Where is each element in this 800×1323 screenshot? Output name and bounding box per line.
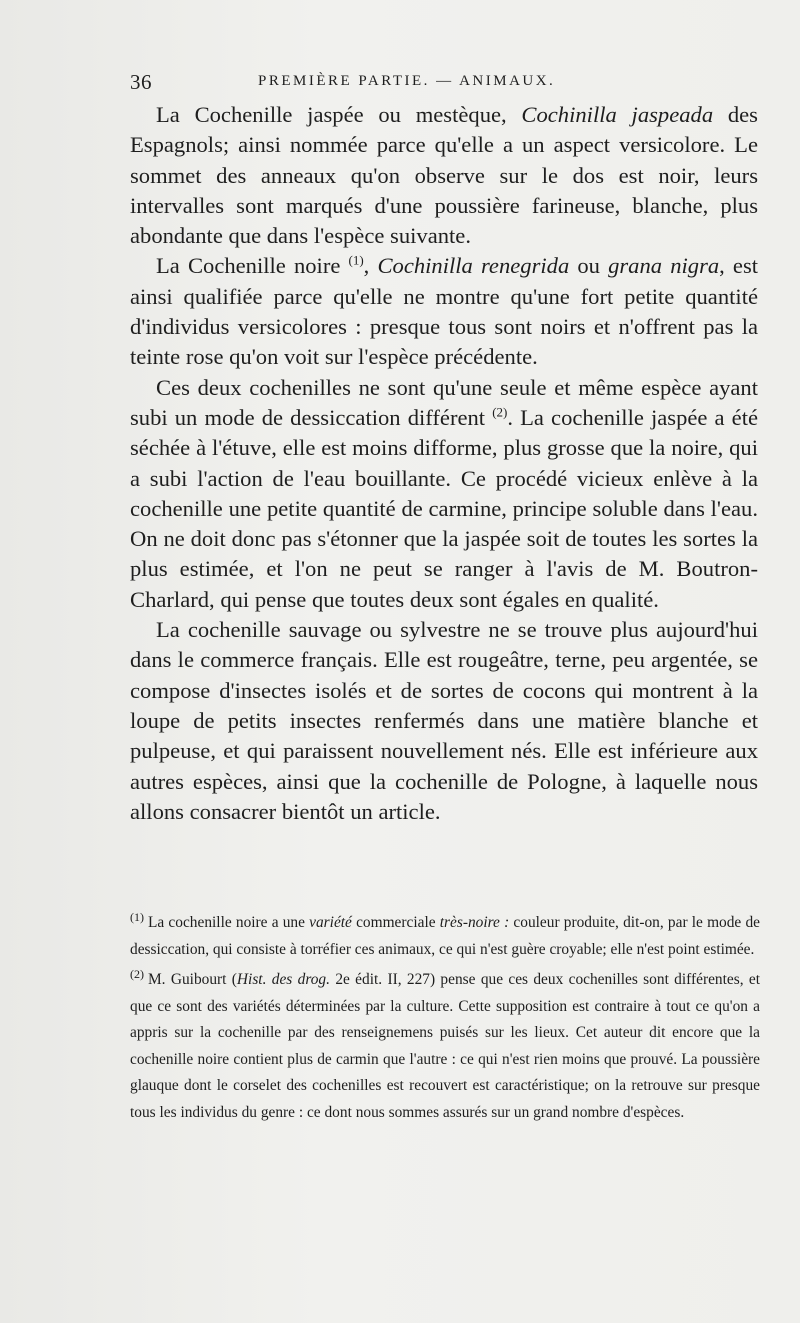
text-run: commerciale — [351, 914, 440, 931]
text-run: des Espagnols; ainsi nommée parce qu'elle a un aspect versicolore. Le sommet des anneaux qu'on observe sur le dos est noir, leurs intervalles sont marqués d'une poussière farineuse, blanche, plus abondante que dans l'espèce suivante. — [130, 102, 758, 249]
paragraph-sauvage — [130, 615, 758, 827]
main-text — [130, 100, 758, 827]
paragraph-jaspee — [130, 100, 758, 251]
italic-term: Cochinilla renegrida — [377, 253, 570, 279]
page-header — [130, 70, 650, 98]
footnote-2 — [130, 967, 760, 1126]
italic-term: grana nigra — [608, 253, 720, 279]
text-run: La cochenille sauvage ou sylvestre ne se trouve plus aujourd'hui dans le commerce français. Elle est rougeâtre, terne, peu argentée, se compose d'insectes isolés et de sortes de cocons qui montrent à la loupe de petits insectes renfermés dans une matière blanche et pulpeuse, et qui paraissent nouvellement nés. Elle est inférieure aux autres espèces, ainsi que la cochenille de Pologne, à laquelle nous allons consacrer bientôt un article. — [130, 617, 758, 824]
text-run: 2e édit. II, 227) pense que ces deux cochenilles sont différentes, et que ce sont des variétés déterminées par la culture. Cette supposition est contraire à tout ce qu'on a appris sur la cochenille par des renseignemens puisés sur les lieux. Cet auteur dit encore que la cochenille noire contient plus de carmin que l'autre : ce qui n'est rien moins que prouvé. La poussière glauque dont le corselet des cochenilles est recouvert est caractéristique; on la retrouve sur presque tous les individus du genre : ce dont nous sommes assurés sur un grand nombre d'espèces. — [130, 971, 760, 1121]
text-run: . La cochenille jaspée a été séchée à l'étuve, elle est moins difforme, plus grosse que la noire, qui a subi l'action de l'eau bouillante. Ce procédé vicieux enlève à la cochenille une petite quantité de carmine, principe soluble dans l'eau. On ne doit donc pas s'étonner que la jaspée soit de toutes les sortes la plus estimée, et l'on ne peut se ranger à l'avis de M. Boutron-Charlard, qui pense que toutes deux sont égales en qualité. — [130, 404, 758, 612]
text-run: couleur produite, dit-on, par le mode de dessiccation, qui consiste à torréfier ces animaux, ce qui n'est guère croyable; elle n'est point estimée. — [130, 914, 760, 958]
footnote-mark: (2) — [130, 966, 144, 981]
text-run: ou — [569, 253, 609, 279]
text-run: , est ainsi qualifiée parce qu'elle ne montre qu'une fort petite quantité d'individus versicolores : presque tous sont noirs et n'offrent pas la teinte rose qu'on voit sur l'espèce précédente. — [130, 253, 759, 370]
footnotes — [130, 910, 760, 1130]
paragraph-dessiccation — [130, 373, 758, 615]
italic-term: très-noire : — [439, 914, 510, 931]
italic-term: variété — [309, 914, 352, 931]
footnote-mark: (1) — [130, 909, 144, 924]
italic-term: Hist. des drog. — [236, 971, 330, 988]
text-run: , — [363, 253, 378, 279]
paragraph-noire — [130, 251, 758, 372]
italic-term: Cochinilla jaspeada — [521, 102, 714, 127]
footnote-1 — [130, 910, 760, 963]
text-run: La Cochenille noire — [156, 253, 349, 279]
text-run: Ces deux cochenilles ne sont qu'une seule et même espèce ayant subi un mode de dessiccation différent — [130, 374, 758, 430]
text-run: M. Guibourt ( — [148, 971, 237, 988]
running-head: PREMIÈRE PARTIE. — ANIMAUX. — [258, 73, 556, 89]
text-run: La Cochenille jaspée ou mestèque, — [156, 102, 522, 127]
footnote-reference[interactable]: (2) — [492, 404, 508, 420]
text-run: La cochenille noire a une — [148, 914, 310, 931]
footnote-reference[interactable]: (1) — [348, 252, 364, 268]
page-number: 36 — [130, 70, 152, 94]
